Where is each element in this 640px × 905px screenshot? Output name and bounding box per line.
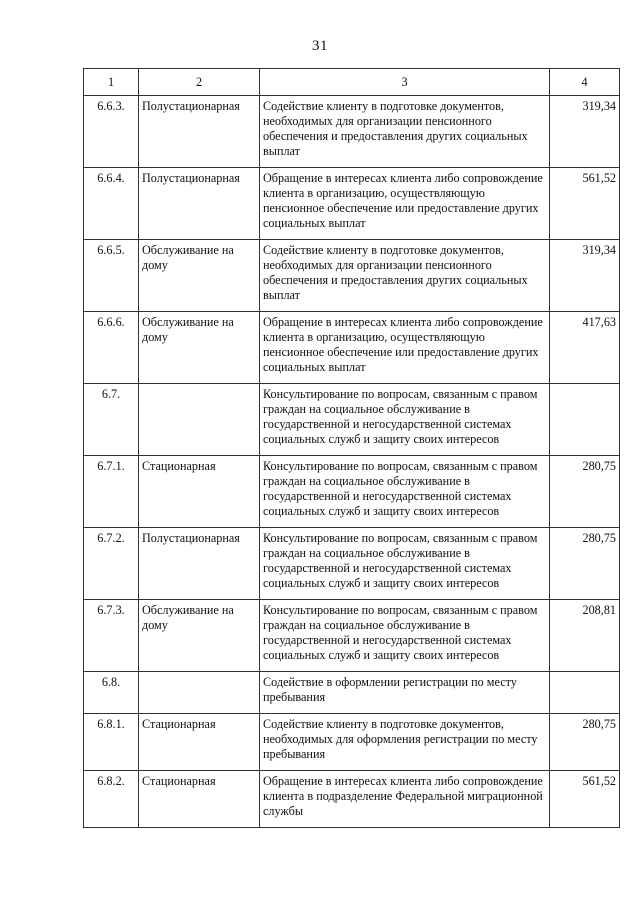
- service-price: 280,75: [550, 714, 620, 771]
- row-number: 6.8.2.: [84, 771, 139, 828]
- service-form: Обслуживание на дому: [139, 312, 260, 384]
- service-form: [139, 672, 260, 714]
- table-row: [84, 96, 620, 168]
- service-description: Содействие клиенту в подготовке документов, необходимых для оформления регистрации по месту пребывания: [260, 714, 550, 771]
- table-row: [84, 771, 620, 828]
- row-number: 6.7.2.: [84, 528, 139, 600]
- row-number: 6.8.1.: [84, 714, 139, 771]
- service-description: Содействие клиенту в подготовке документов, необходимых для организации пенсионного обеспечения и предоставления других социальных выплат: [260, 96, 550, 168]
- table-row: [84, 672, 620, 714]
- column-header-4: 4: [550, 69, 620, 96]
- service-price: 280,75: [550, 528, 620, 600]
- table-row: [84, 384, 620, 456]
- service-price: 417,63: [550, 312, 620, 384]
- table-row: [84, 600, 620, 672]
- table-row: [84, 168, 620, 240]
- table-row: [84, 312, 620, 384]
- column-header-1: 1: [84, 69, 139, 96]
- service-description: Содействие клиенту в подготовке документов, необходимых для организации пенсионного обеспечения и предоставления других социальных выплат: [260, 240, 550, 312]
- service-description: Обращение в интересах клиента либо сопровождение клиента в организацию, осуществляющую пенсионное обеспечение или предоставление других социальных выплат: [260, 312, 550, 384]
- row-number: 6.6.3.: [84, 96, 139, 168]
- column-header-3: 3: [260, 69, 550, 96]
- service-description: Консультирование по вопросам, связанным с правом граждан на социальное обслуживание в государственной и негосударственной системах социальных служб и защиту своих интересов: [260, 528, 550, 600]
- service-description: Обращение в интересах клиента либо сопровождение клиента в организацию, осуществляющую пенсионное обеспечение или предоставление других социальных выплат: [260, 168, 550, 240]
- service-form: Полустационарная: [139, 528, 260, 600]
- service-description: Обращение в интересах клиента либо сопровождение клиента в подразделение Федеральной миграционной службы: [260, 771, 550, 828]
- table-row: [84, 240, 620, 312]
- service-description: Консультирование по вопросам, связанным с правом граждан на социальное обслуживание в государственной и негосударственной системах социальных служб и защиту своих интересов: [260, 456, 550, 528]
- service-price: 561,52: [550, 168, 620, 240]
- service-price: 319,34: [550, 240, 620, 312]
- table-row: [84, 714, 620, 771]
- services-table: [83, 68, 620, 828]
- table-body: [84, 96, 620, 828]
- table-row: [84, 456, 620, 528]
- service-price: 208,81: [550, 600, 620, 672]
- service-description: Содействие в оформлении регистрации по месту пребывания: [260, 672, 550, 714]
- row-number: 6.6.4.: [84, 168, 139, 240]
- service-form: Обслуживание на дому: [139, 240, 260, 312]
- service-form: Обслуживание на дому: [139, 600, 260, 672]
- service-form: Стационарная: [139, 456, 260, 528]
- service-form: Стационарная: [139, 714, 260, 771]
- service-price: 280,75: [550, 456, 620, 528]
- row-number: 6.6.6.: [84, 312, 139, 384]
- row-number: 6.7.3.: [84, 600, 139, 672]
- table-header-row: [84, 69, 620, 96]
- service-price: [550, 672, 620, 714]
- page-number: 31: [312, 38, 328, 54]
- row-number: 6.6.5.: [84, 240, 139, 312]
- column-header-2: 2: [139, 69, 260, 96]
- service-price: 561,52: [550, 771, 620, 828]
- table-row: [84, 528, 620, 600]
- row-number: 6.7.: [84, 384, 139, 456]
- service-description: Консультирование по вопросам, связанным с правом граждан на социальное обслуживание в государственной и негосударственной системах социальных служб и защиту своих интересов: [260, 600, 550, 672]
- row-number: 6.8.: [84, 672, 139, 714]
- service-price: 319,34: [550, 96, 620, 168]
- service-form: Полустационарная: [139, 168, 260, 240]
- service-price: [550, 384, 620, 456]
- service-description: Консультирование по вопросам, связанным с правом граждан на социальное обслуживание в государственной и негосударственной системах социальных служб и защиту своих интересов: [260, 384, 550, 456]
- service-form: Стационарная: [139, 771, 260, 828]
- service-form: [139, 384, 260, 456]
- row-number: 6.7.1.: [84, 456, 139, 528]
- service-form: Полустационарная: [139, 96, 260, 168]
